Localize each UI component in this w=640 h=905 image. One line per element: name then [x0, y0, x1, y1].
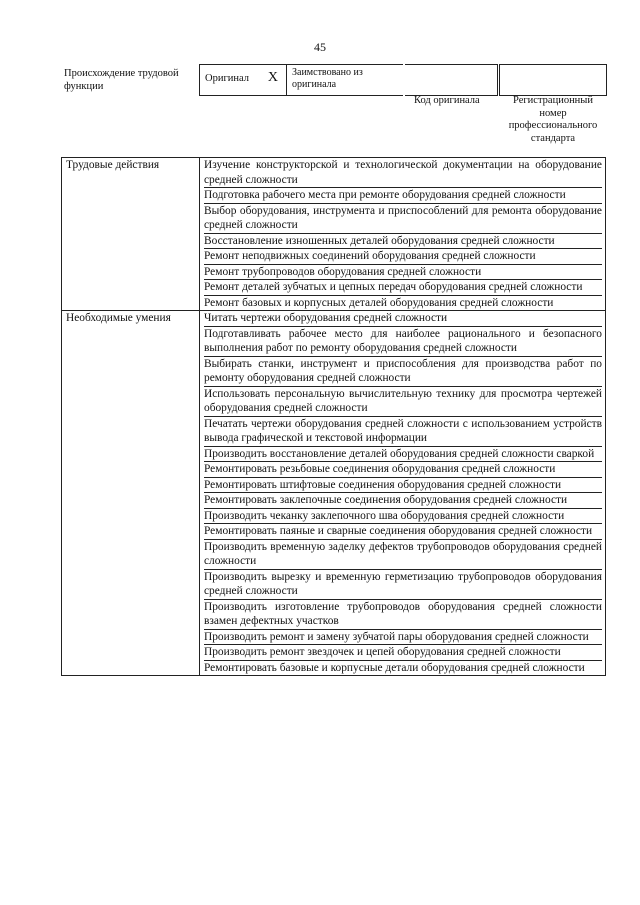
reg-label: Регистрационный номер профессионального стандарта — [508, 95, 598, 144]
list-item: Использовать персональную вычислительную технику для просмотра чертежей оборудования средней сложности — [204, 387, 602, 417]
original-label: Оригинал — [205, 73, 249, 84]
list-item: Ремонт деталей зубчатых и цепных передач оборудования средней сложности — [204, 280, 602, 296]
section-title: Трудовые действия — [62, 158, 200, 311]
list-item: Ремонт неподвижных соединений оборудования средней сложности — [204, 249, 602, 265]
list-item: Ремонт трубопроводов оборудования средней сложности — [204, 265, 602, 281]
list-item: Читать чертежи оборудования средней сложности — [204, 311, 602, 327]
code-label: Код оригинала — [414, 95, 480, 106]
reg-box — [499, 64, 607, 96]
section-items — [200, 311, 606, 676]
list-item: Печатать чертежи оборудования средней сложности с использованием устройств вывода графической и текстовой информации — [204, 417, 602, 447]
list-item: Ремонт базовых и корпусных деталей оборудования средней сложности — [204, 296, 554, 309]
list-item: Производить вырезку и временную герметизацию трубопроводов оборудования средней сложности — [204, 570, 602, 600]
list-item: Ремонтировать резьбовые соединения оборудования средней сложности — [204, 462, 602, 478]
list-item: Восстановление изношенных деталей оборудования средней сложности — [204, 234, 602, 250]
list-item: Ремонтировать штифтовые соединения оборудования средней сложности — [204, 478, 602, 494]
section-row — [62, 311, 606, 676]
borrowed-label: Заимствовано из оригинала — [292, 67, 363, 90]
list-item: Ремонтировать базовые и корпусные детали оборудования средней сложности — [204, 661, 585, 674]
list-item: Выбирать станки, инструмент и приспособления для производства работ по ремонту оборудования средней сложности — [204, 357, 602, 387]
original-box — [199, 64, 287, 96]
list-item: Производить ремонт и замену зубчатой пары оборудования средней сложности — [204, 630, 602, 646]
list-item: Ремонтировать заклепочные соединения оборудования средней сложности — [204, 493, 602, 509]
list-item: Подготавливать рабочее место для наиболее рационального и безопасного выполнения работ по ремонту оборудования средней сложности — [204, 327, 602, 357]
list-item: Выбор оборудования, инструмента и приспособлений для ремонта оборудование средней сложности — [204, 204, 602, 234]
section-row — [62, 158, 606, 311]
borrowed-box — [287, 64, 403, 96]
list-item: Производить восстановление деталей оборудования средней сложности сваркой — [204, 447, 602, 463]
origin-label: Происхождение трудовой функции — [64, 68, 179, 92]
original-mark: X — [267, 70, 278, 85]
list-item: Изучение конструкторской и технологической документации на оборудование средней сложности — [204, 158, 602, 188]
page-number: 45 — [314, 40, 326, 54]
code-box — [405, 64, 498, 96]
list-item: Подготовка рабочего места при ремонте оборудования средней сложности — [204, 188, 602, 204]
section-title: Необходимые умения — [62, 311, 200, 676]
list-item: Производить чеканку заклепочного шва оборудования средней сложности — [204, 509, 602, 525]
function-table — [61, 157, 606, 676]
list-item: Производить изготовление трубопроводов оборудования средней сложности взамен дефектных участков — [204, 600, 602, 630]
list-item: Производить ремонт звездочек и цепей оборудования средней сложности — [204, 645, 602, 661]
list-item: Ремонтировать паяные и сварные соединения оборудования средней сложности — [204, 524, 602, 540]
list-item: Производить временную заделку дефектов трубопроводов оборудования средней сложности — [204, 540, 602, 570]
section-items — [200, 158, 606, 311]
